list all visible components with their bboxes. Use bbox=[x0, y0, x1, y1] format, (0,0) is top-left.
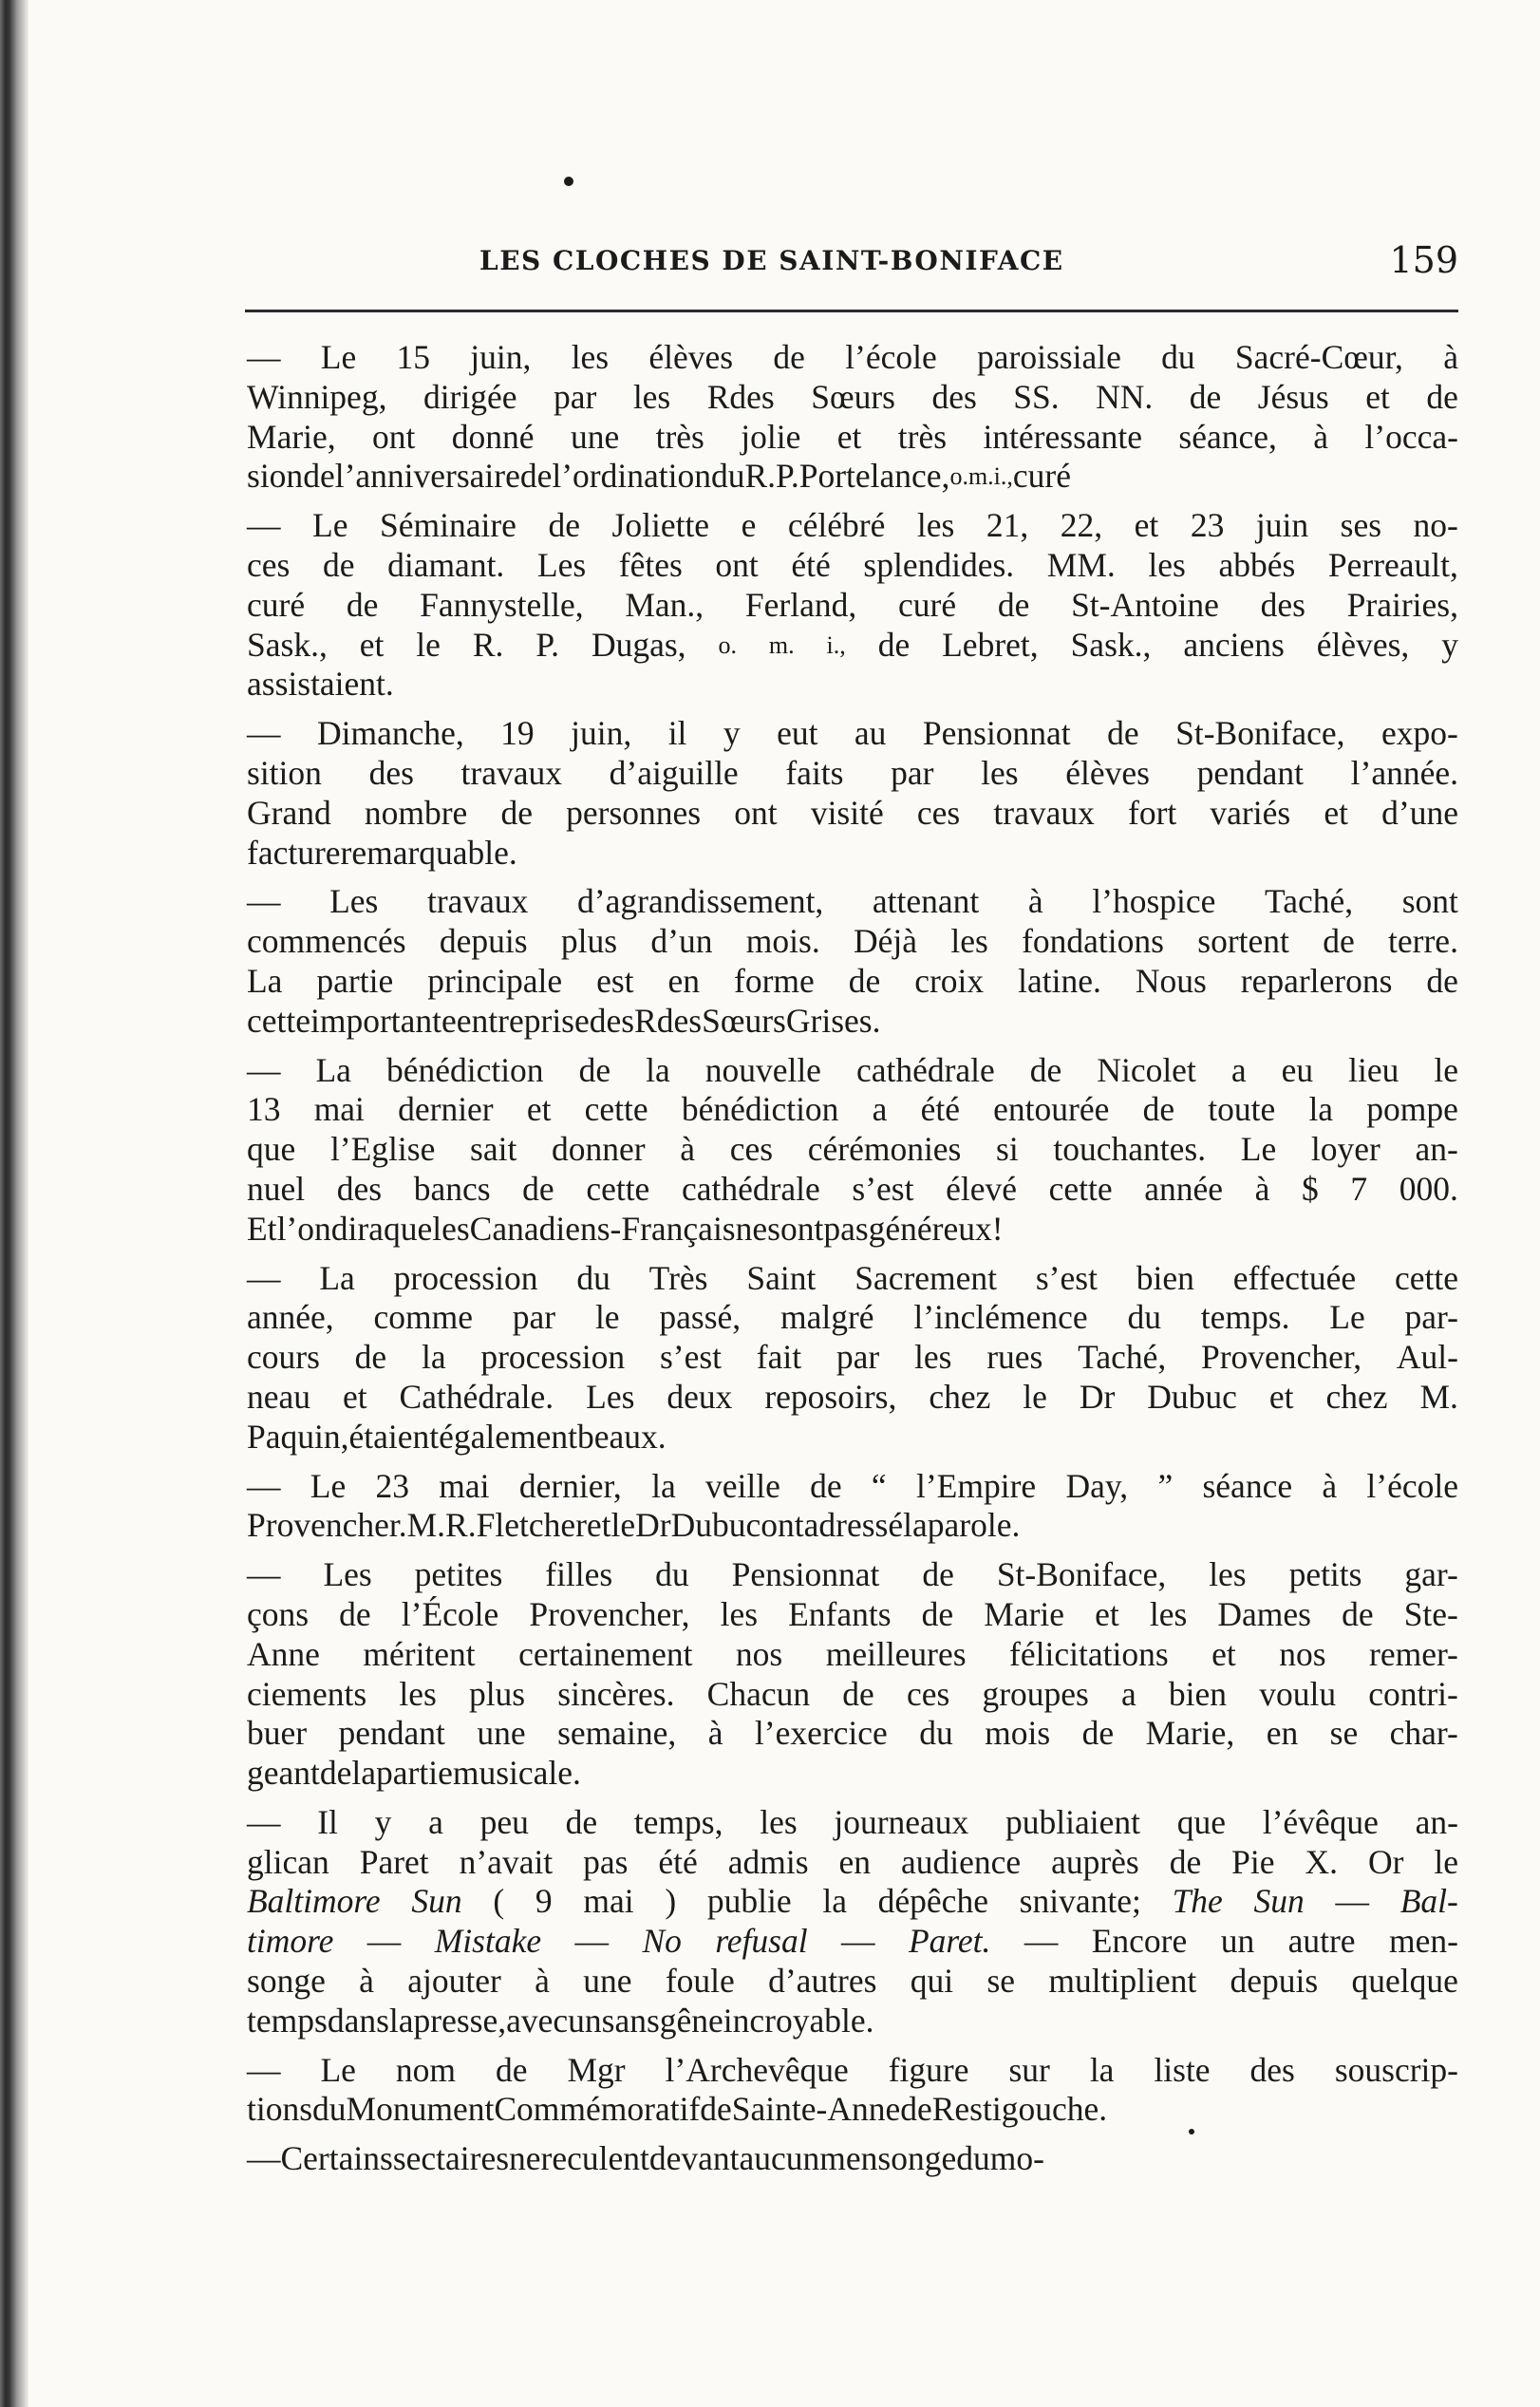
text-line: glican Paret n’avait pas été admis en audience auprès de Pie X. Or le bbox=[247, 1842, 1458, 1881]
text-line: — Dimanche, 19 juin, il y eut au Pensionnat de St-Boniface, expo- bbox=[247, 714, 1458, 753]
text-line: timore — Mistake — No refusal — Paret. — Encore un autre men- bbox=[247, 1922, 1458, 1961]
page-header bbox=[247, 239, 1458, 292]
text-line: Winnipeg, dirigée par les Rdes Sœurs des SS. NN. de Jésus et de bbox=[247, 377, 1458, 416]
paragraph-gap bbox=[247, 1042, 1458, 1051]
text-line: commencés depuis plus d’un mois. Déjà les fondations sortent de terre. bbox=[247, 922, 1458, 961]
text-line: nuel des bancs de cette cathédrale s’est élevé cette année à $ 7 000. bbox=[247, 1169, 1458, 1208]
text-line: année, comme par le passé, malgré l’inclémence du temps. Le par- bbox=[247, 1298, 1458, 1337]
text-line: ces de diamant. Les fêtes ont été splendides. MM. les abbés Perreault, bbox=[247, 545, 1458, 584]
text-line: temps dans la presse, avec un sans gêne incroyable. bbox=[247, 2001, 874, 2040]
text-line: assistaient. bbox=[247, 665, 394, 704]
text-line: — Les petites filles du Pensionnat de St-Boniface, les petits gar- bbox=[247, 1555, 1458, 1594]
text-line: Grand nombre de personnes ont visité ces travaux fort variés et d’une bbox=[247, 793, 1458, 832]
text-line: Marie, ont donné une très jolie et très intéressante séance, à l’occa- bbox=[247, 417, 1458, 456]
paragraph bbox=[247, 1555, 1458, 1794]
paragraph-gap bbox=[247, 873, 1458, 882]
text-line: neau et Cathédrale. Les deux reposoirs, chez le Dr Dubuc et chez M. bbox=[247, 1377, 1458, 1416]
paragraph bbox=[247, 506, 1458, 705]
paragraph-gap bbox=[247, 1250, 1458, 1259]
paragraph bbox=[247, 1803, 1458, 2041]
header-rule bbox=[245, 310, 1458, 312]
paragraph-gap bbox=[247, 705, 1458, 714]
paragraph-gap bbox=[247, 1546, 1458, 1555]
page-number: 159 bbox=[1389, 239, 1458, 281]
text-line: sion de l’anniversaire de l’ordination du R. P. Portelance, o. m. i., curé bbox=[247, 457, 1071, 496]
text-line: — Le 15 juin, les élèves de l’école paroissiale du Sacré-Cœur, à bbox=[247, 338, 1458, 376]
text-line: — Le 23 mai dernier, la veille de “ l’Empire Day, ” séance à l’école bbox=[247, 1466, 1458, 1505]
text-line: cours de la procession s’est fait par les rues Taché, Provencher, Aul- bbox=[247, 1338, 1458, 1377]
paragraph bbox=[247, 1051, 1458, 1250]
text-line: — Certains sectaires ne reculent devant aucun mensonge du mo- bbox=[247, 2139, 1044, 2178]
paragraph bbox=[247, 338, 1458, 497]
text-line: çons de l’École Provencher, les Enfants de Marie et les Dames de Ste- bbox=[247, 1594, 1458, 1633]
text-line: sition des travaux d’aiguille faits par les élèves pendant l’année. bbox=[247, 753, 1458, 792]
paragraph bbox=[247, 1259, 1458, 1457]
text-line: buer pendant une semaine, à l’exercice du mois de Marie, en se char- bbox=[247, 1714, 1458, 1753]
text-line: tions du Monument Commémoratif de Sainte-Anne de Restigouche. bbox=[247, 2090, 1108, 2129]
text-line: cette importante entreprise des Rdes Sœurs Grises. bbox=[247, 1001, 881, 1040]
paragraph-gap bbox=[247, 1457, 1458, 1467]
article-body bbox=[247, 338, 1458, 2179]
text-line: Baltimore Sun ( 9 mai ) publie la dépêche snivante; The Sun — Bal- bbox=[247, 1882, 1458, 1921]
text-line: facture remarquable. bbox=[247, 833, 517, 872]
paragraph-gap bbox=[247, 1794, 1458, 1803]
text-line: — Le nom de Mgr l’Archevêque figure sur la liste des souscrip- bbox=[247, 2050, 1458, 2089]
text-line: Sask., et le R. P. Dugas, o. m. i., de Lebret, Sask., anciens élèves, y bbox=[247, 625, 1458, 664]
paragraph-gap bbox=[247, 497, 1458, 506]
text-line: — La procession du Très Saint Sacrement s’est bien effectuée cette bbox=[247, 1258, 1458, 1297]
text-line: La partie principale est en forme de croix latine. Nous reparlerons de bbox=[247, 961, 1458, 1000]
text-line: Provencher. M. R. Fletcher et le Dr Dubuc ont adressé la parole. bbox=[247, 1506, 1021, 1545]
paragraph bbox=[247, 1467, 1458, 1547]
ink-speck bbox=[564, 177, 573, 186]
text-line: que l’Eglise sait donner à ces cérémonies si touchantes. Le loyer an- bbox=[247, 1130, 1458, 1169]
text-line: Paquin, étaient également beaux. bbox=[247, 1417, 667, 1456]
paragraph-gap bbox=[247, 2041, 1458, 2051]
text-line: — Le Séminaire de Joliette e célébré les 21, 22, et 23 juin ses no- bbox=[247, 506, 1458, 545]
text-line: — La bénédiction de la nouvelle cathédrale de Nicolet a eu lieu le bbox=[247, 1050, 1458, 1089]
paragraph bbox=[247, 714, 1458, 873]
text-line: — Les travaux d’agrandissement, attenant à l’hospice Taché, sont bbox=[247, 882, 1458, 921]
paragraph bbox=[247, 2051, 1458, 2131]
text-line: Anne méritent certainement nos meilleures félicitations et nos remer- bbox=[247, 1634, 1458, 1673]
text-line: — Il y a peu de temps, les journeaux publiaient que l’évêque an- bbox=[247, 1802, 1458, 1841]
text-line: geant de la partie musicale. bbox=[247, 1754, 581, 1793]
paragraph bbox=[247, 2139, 1458, 2179]
text-line: curé de Fannystelle, Man., Ferland, curé de St-Antoine des Prairies, bbox=[247, 585, 1458, 624]
running-title: LES CLOCHES DE SAINT-BONIFACE bbox=[479, 245, 1064, 276]
text-line: Et l’on dira que les Canadiens-Français ne sont pas généreux ! bbox=[247, 1209, 1004, 1248]
paragraph-gap bbox=[247, 2130, 1458, 2139]
paragraph bbox=[247, 882, 1458, 1041]
text-line: ciements les plus sincères. Chacun de ces groupes a bien voulu contri- bbox=[247, 1674, 1458, 1713]
text-line: 13 mai dernier et cette bénédiction a été entourée de toute la pompe bbox=[247, 1090, 1458, 1129]
text-line: songe à ajouter à une foule d’autres qui se multiplient depuis quelque bbox=[247, 1962, 1458, 2001]
book-binding-edge bbox=[0, 0, 28, 2407]
